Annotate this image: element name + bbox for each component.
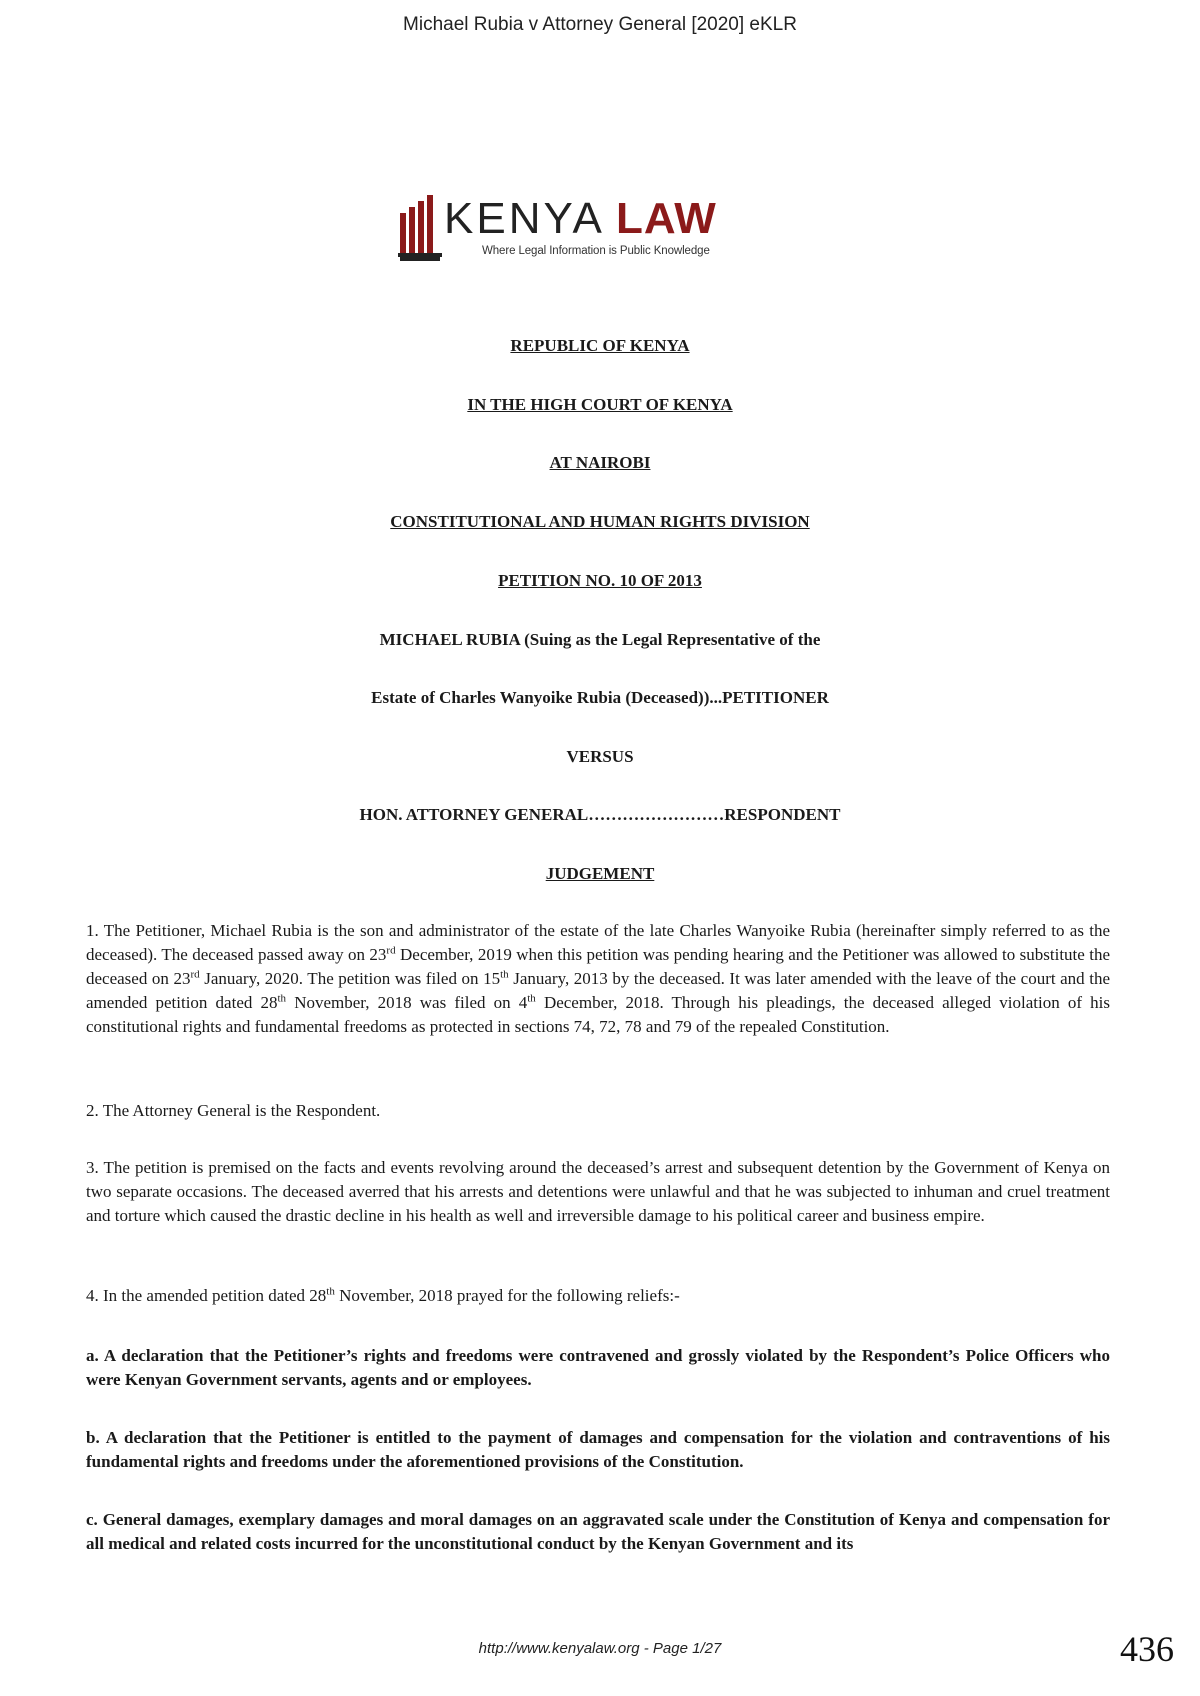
paragraph-4: 4. In the amended petition dated 28th November, 2018 prayed for the following reliefs:- bbox=[86, 1285, 680, 1305]
heading-petitioner-line-2: Estate of Charles Wanyoike Rubia (Deceased))...PETITIONER bbox=[371, 688, 829, 707]
running-header: Michael Rubia v Attorney General [2020] eKLR bbox=[403, 14, 797, 35]
heading-location: AT NAIROBI bbox=[549, 453, 651, 472]
paragraph-3: 3. The petition is premised on the facts and events revolving around the deceased’s arrest and subsequent detention by the Government of Kenya on two separate occasions. The deceased averred that his arrests and detentions were unlawful and that he was subjected to inhuman and cruel treatment and torture which caused the drastic decline in his health as well and irreversible damage to his political career and business empire. bbox=[86, 1158, 1110, 1225]
logo-word-law: LAW bbox=[616, 194, 717, 243]
relief-a: a. A declaration that the Petitioner’s rights and freedoms were contravened and grossly violated by the Respondent’s Police Officers who were Kenyan Government servants, agents and or employees. bbox=[86, 1346, 1110, 1389]
kenya-law-emblem-icon bbox=[398, 195, 442, 261]
logo-tagline: Where Legal Information is Public Knowledge bbox=[482, 245, 710, 257]
kenya-law-logo bbox=[398, 195, 728, 265]
logo-word-kenya: KENYA bbox=[444, 194, 605, 243]
heading-petitioner-line-1: MICHAEL RUBIA (Suing as the Legal Representative of the bbox=[379, 630, 821, 649]
heading-respondent: HON. ATTORNEY GENERAL……………………RESPONDENT bbox=[359, 805, 841, 824]
heading-division: CONSTITUTIONAL AND HUMAN RIGHTS DIVISION bbox=[390, 512, 810, 531]
heading-judgement: JUDGEMENT bbox=[545, 864, 655, 883]
page-stamp-number: 436 bbox=[1120, 1629, 1174, 1669]
paragraph-1: 1. The Petitioner, Michael Rubia is the son and administrator of the estate of the late Charles Wanyoike Rubia (hereinafter simply referred to as the deceased). The deceased passed away on 23rd December, 2019 when this petition was pending hearing and the Petitioner was allowed to substitute the deceased on 23rd January, 2020. The petition was filed on 15th January, 2013 by the deceased. It was later amended with the leave of the court and the amended petition dated 28th November, 2018 was filed on 4th December, 2018. Through his pleadings, the deceased alleged violation of his constitutional rights and fundamental freedoms as protected in sections 74, 72, 78 and 79 of the repealed Constitution. bbox=[86, 921, 1111, 1036]
heading-republic: REPUBLIC OF KENYA bbox=[510, 336, 690, 355]
footer-page-link[interactable]: http://www.kenyalaw.org - Page 1/27 bbox=[478, 1640, 722, 1657]
heading-petition-number: PETITION NO. 10 OF 2013 bbox=[498, 571, 702, 590]
relief-b: b. A declaration that the Petitioner is entitled to the payment of damages and compensation for the violation and contraventions of his fundamental rights and freedoms under the aforementioned provisions of the Constitution. bbox=[86, 1428, 1110, 1471]
paragraph-2: 2. The Attorney General is the Respondent. bbox=[86, 1101, 381, 1120]
heading-versus: VERSUS bbox=[566, 747, 634, 766]
relief-c: c. General damages, exemplary damages and moral damages on an aggravated scale under the Constitution of Kenya and compensation for all medical and related costs incurred for the unconstitutional conduct by the Kenyan Government and its bbox=[86, 1510, 1110, 1553]
heading-court: IN THE HIGH COURT OF KENYA bbox=[467, 395, 733, 414]
